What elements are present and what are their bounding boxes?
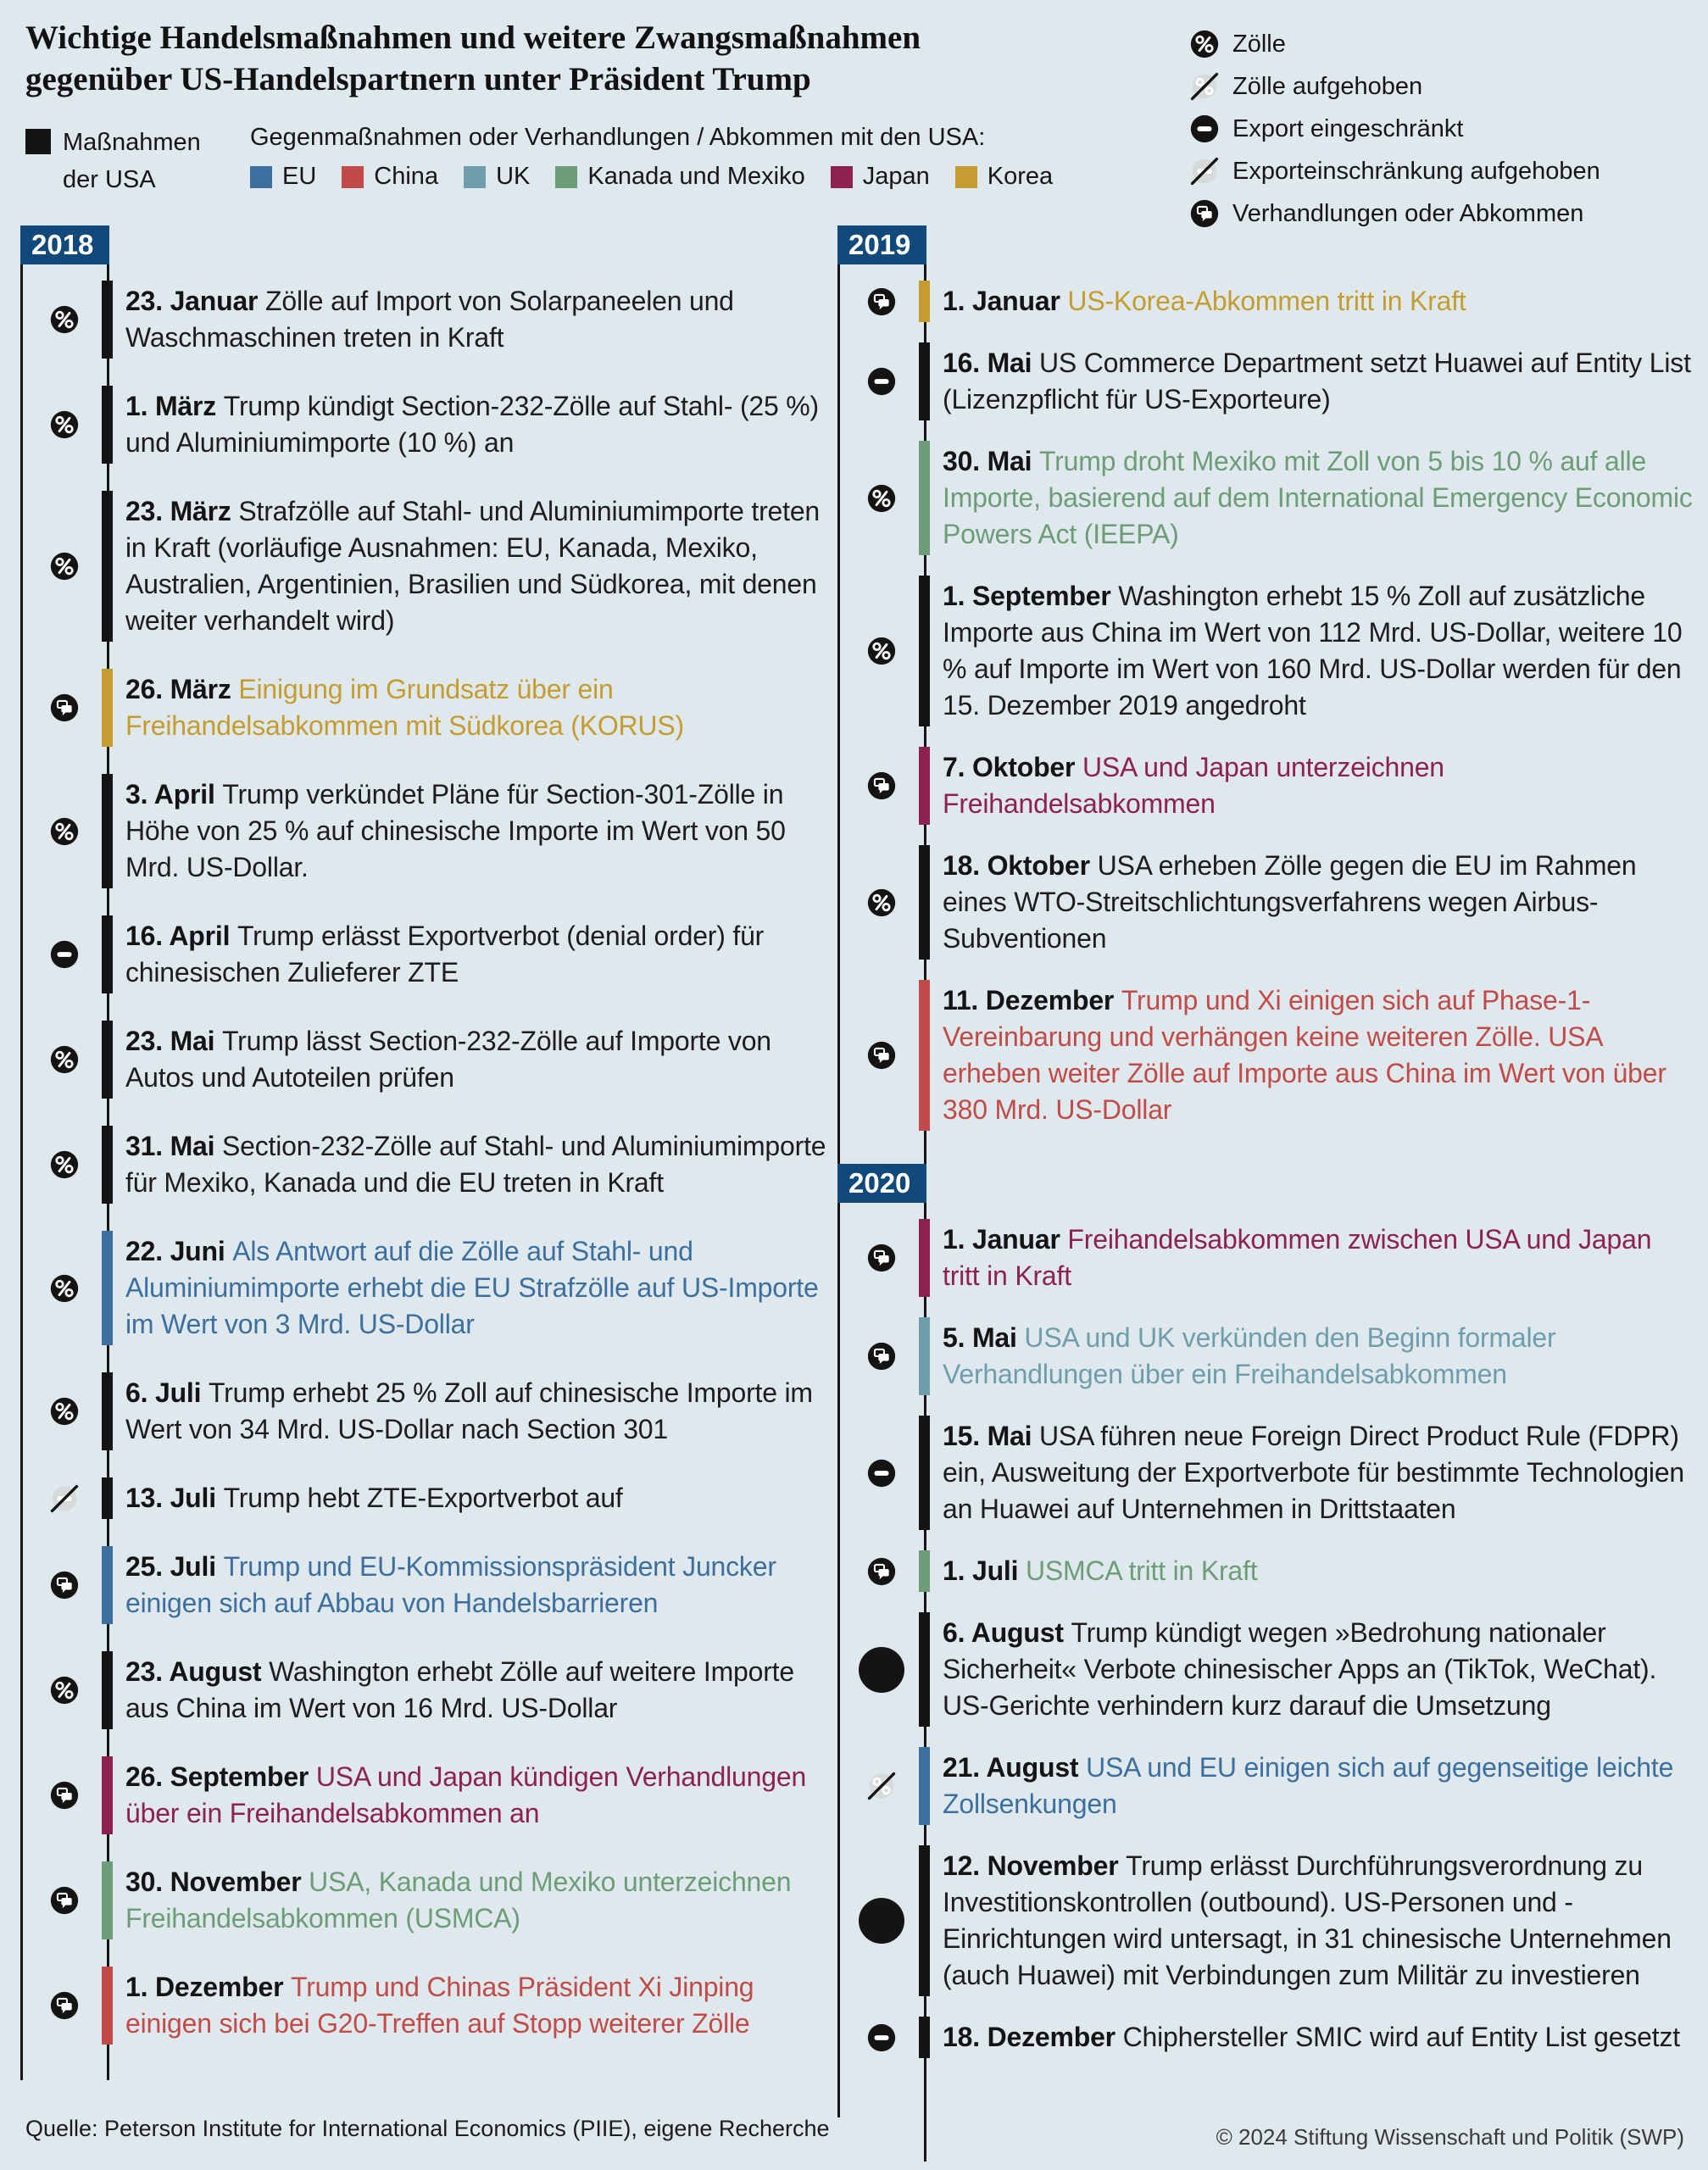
event-description: US Commerce Department setzt Huawei auf Entity List (Lizenzpflicht für US-Exporteure) [943, 348, 1691, 415]
event-date: 1. September [943, 581, 1119, 611]
partner-label: UK [496, 163, 531, 190]
legend-row-tariffs-lifted [1190, 71, 1699, 102]
export-restricted-icon [867, 367, 896, 396]
timeline-event [20, 1864, 831, 1937]
event-text [943, 1553, 1695, 1589]
event-bar-japan [102, 1756, 113, 1834]
tariffs-icon [867, 888, 896, 917]
tariffs-icon [50, 817, 79, 846]
negotiations-icon [50, 1571, 79, 1600]
partner-legend-japan [831, 163, 930, 191]
export-restricted-icon [50, 940, 79, 969]
event-description: Section-232-Zölle auf Stahl- und Aluminiumimporte für Mexiko, Kanada und die EU treten in Kraft [125, 1131, 826, 1198]
legend-row-export-lifted [1190, 156, 1699, 186]
event-text [943, 1320, 1695, 1393]
timeline-event [837, 443, 1695, 553]
event-text [943, 1418, 1695, 1527]
timeline-event [837, 345, 1695, 418]
export-restricted-icon [867, 2023, 896, 2052]
event-date: 30. Mai [943, 446, 1040, 476]
partner-legend-korea [955, 163, 1053, 191]
event-bar-us [919, 845, 930, 960]
event-bar-us [919, 1612, 930, 1727]
event-text [125, 493, 831, 639]
event-bar-us [102, 774, 113, 888]
negotiations-icon [1190, 199, 1219, 228]
event-text [943, 2019, 1695, 2056]
event-date: 25. Juli [125, 1551, 224, 1582]
partner-label: Japan [862, 163, 930, 190]
event-bar-us [102, 1477, 113, 1519]
event-text [125, 1759, 831, 1832]
event-date: 30. November [125, 1867, 309, 1897]
partner-swatch-uk [464, 166, 486, 188]
event-description: Trump verkündet Pläne für Section-301-Zölle in Höhe von 25 % auf chinesische Importe im Wert von 50 Mrd. US-Dollar. [125, 779, 786, 882]
page-title-line2: gegenüber US-Handelspartnern unter Präsident Trump [25, 61, 811, 97]
event-text [943, 283, 1695, 320]
event-text [125, 1480, 831, 1516]
timeline-event [20, 776, 831, 886]
year-flag-2018: 2018 [20, 225, 109, 264]
timeline-event [837, 2019, 1695, 2056]
event-text [125, 776, 831, 886]
event-date: 18. Dezember [943, 2022, 1123, 2052]
export-lifted-icon [1190, 157, 1219, 186]
timeline-event [20, 1375, 831, 1448]
event-description: Trump lässt Section-232-Zölle auf Importe von Autos und Autoteilen prüfen [125, 1026, 771, 1093]
negotiations-icon [867, 1342, 896, 1371]
event-description: Trump und Xi einigen sich auf Phase-1-Vereinbarung und verhängen keine weiteren Zölle. USA erheben weiter Zölle auf Importe aus China im Wert von über 380 Mrd. US-Dollar [943, 985, 1666, 1125]
event-text [943, 1750, 1695, 1822]
timeline-event [20, 918, 831, 991]
export-restricted-icon [1190, 114, 1219, 143]
timeline-event [20, 1480, 831, 1516]
event-text [943, 578, 1695, 724]
us-measures-label-line1: Maßnahmen [63, 129, 201, 156]
event-bar-canada_mexico [102, 1861, 113, 1939]
event-bar-us [102, 281, 113, 359]
event-date: 23. Januar [125, 286, 266, 316]
event-date: 11. Dezember [943, 985, 1121, 1015]
event-bar-us [102, 1126, 113, 1204]
event-description: Trump und EU-Kommissionspräsident Juncker einigen sich auf Abbau von Handelsbarrieren [125, 1551, 776, 1618]
event-bar-china [102, 1967, 113, 2045]
partner-label: EU [282, 163, 317, 190]
event-date: 1. Dezember [125, 1972, 292, 2002]
event-date: 15. Mai [943, 1421, 1040, 1451]
event-date: 6. August [943, 1617, 1071, 1648]
event-description: USA und UK verkünden den Beginn formaler Verhandlungen über ein Freihandelsabkommen [943, 1322, 1556, 1389]
partner-swatch-eu [250, 166, 272, 188]
event-description: Zölle auf Import von Solarpaneelen und Waschmaschinen treten in Kraft [125, 286, 734, 353]
timeline-event [20, 388, 831, 461]
event-date: 21. August [943, 1752, 1087, 1783]
event-text [125, 283, 831, 356]
year-flag-2019: 2019 [837, 225, 926, 264]
event-description: USA und Japan unterzeichnen Freihandelsabkommen [943, 752, 1444, 819]
event-description: Trump kündigt Section-232-Zölle auf Stahl- (25 %) und Aluminiumimporte (10 %) an [125, 391, 820, 458]
timeline-event [837, 1320, 1695, 1393]
timeline-event [837, 749, 1695, 822]
tariffs-icon [867, 637, 896, 665]
timeline-event [837, 982, 1695, 1128]
event-date: 16. Mai [943, 348, 1040, 378]
event-date: 1. Juli [943, 1555, 1026, 1586]
timeline-column-2019-2020 [837, 225, 1695, 2162]
event-description: Trump und Chinas Präsident Xi Jinping einigen sich bei G20-Treffen auf Stopp weiterer Zölle [125, 1972, 754, 2039]
negotiations-icon [867, 771, 896, 800]
partner-label: China [374, 163, 439, 190]
year-flag-2020: 2020 [837, 1164, 926, 1203]
timeline-event [20, 1549, 831, 1622]
counter-measures-heading: Gegenmaßnahmen oder Verhandlungen / Abkommen mit den USA: [250, 124, 986, 151]
legend-row-export-restricted [1190, 114, 1699, 144]
legend-icon-types [1190, 29, 1699, 229]
partner-legend-china [342, 163, 438, 191]
event-text [943, 749, 1695, 822]
event-text [943, 1615, 1695, 1724]
event-date: 26. September [125, 1761, 316, 1792]
event-bar-korea [102, 669, 113, 747]
event-date: 18. Oktober [943, 850, 1098, 881]
event-bar-us [919, 1845, 930, 1996]
legend-label: Zölle aufgehoben [1232, 72, 1423, 100]
event-description: Washington erhebt Zölle auf weitere Importe aus China im Wert von 16 Mrd. US-Dollar [125, 1656, 794, 1723]
legend-label: Exporteinschränkung aufgehoben [1232, 157, 1600, 185]
timeline-event [837, 578, 1695, 724]
event-description: USMCA tritt in Kraft [1026, 1555, 1258, 1586]
event-text [943, 345, 1695, 418]
tariffs-icon [50, 410, 79, 439]
legend-row-negotiations [1190, 198, 1699, 229]
timeline-event [837, 848, 1695, 957]
event-date: 23. Mai [125, 1026, 223, 1056]
us-measures-swatch [25, 129, 51, 154]
partner-swatch-korea [955, 166, 977, 188]
event-description: Trump erhebt 25 % Zoll auf chinesische Importe im Wert von 34 Mrd. US-Dollar nach Section 301 [125, 1377, 813, 1444]
event-date: 1. Januar [943, 286, 1068, 316]
timeline-event [20, 1759, 831, 1832]
partner-label: Korea [987, 163, 1054, 190]
export-restricted-icon [867, 1459, 896, 1488]
event-text [125, 1864, 831, 1937]
tariffs-icon [50, 1676, 79, 1705]
event-description: USA und EU einigen sich auf gegenseitige leichte Zollsenkungen [943, 1752, 1674, 1819]
event-text [125, 1549, 831, 1622]
negotiations-icon [50, 1781, 79, 1810]
negotiations-icon [50, 1991, 79, 2020]
event-text [125, 918, 831, 991]
legend-label: Export eingeschränkt [1232, 114, 1464, 142]
event-description: USA und Japan kündigen Verhandlungen über ein Freihandelsabkommen an [125, 1761, 807, 1828]
event-description: Chiphersteller SMIC wird auf Entity List gesetzt [1122, 2022, 1680, 2052]
event-bar-us [102, 915, 113, 993]
event-bar-us [919, 1416, 930, 1530]
event-description: Als Antwort auf die Zölle auf Stahl- und Aluminiumimporte erhebt die EU Strafzölle auf US-Importe im Wert von 3 Mrd. US-Dollar [125, 1236, 819, 1339]
event-date: 7. Oktober [943, 752, 1082, 782]
event-date: 26. März [125, 674, 239, 704]
event-date: 1. Januar [943, 1224, 1068, 1255]
timeline-event [20, 283, 831, 356]
timeline-event [20, 1969, 831, 2042]
tariffs-icon [50, 1274, 79, 1303]
timeline-column-2018 [20, 225, 831, 2080]
event-description: Trump hebt ZTE-Exportverbot auf [223, 1483, 623, 1513]
event-bar-eu [102, 1546, 113, 1624]
timeline-event [20, 1654, 831, 1727]
negotiations-icon [867, 1041, 896, 1070]
event-bar-eu [102, 1231, 113, 1345]
negotiations-icon [867, 1557, 896, 1586]
event-text [125, 1969, 831, 2042]
event-description: Einigung im Grundsatz über ein Freihandelsabkommen mit Südkorea (KORUS) [125, 674, 684, 741]
negotiations-icon [867, 1244, 896, 1272]
event-text [125, 1375, 831, 1448]
legend-label: Verhandlungen oder Abkommen [1232, 199, 1584, 227]
event-text [125, 1023, 831, 1096]
tariffs-icon [50, 1397, 79, 1426]
timeline-event [20, 1023, 831, 1096]
tariffs-icon [867, 484, 896, 513]
copyright-note: © 2024 Stiftung Wissenschaft und Politik (SWP) [1216, 2124, 1684, 2150]
event-text [125, 388, 831, 461]
event-text [943, 982, 1695, 1128]
event-bar-uk [919, 1317, 930, 1395]
event-description: Strafzölle auf Stahl- und Aluminiumimporte treten in Kraft (vorläufige Ausnahmen: EU, Kanada, Mexiko, Australien, Argentinien, Brasilien und Südkorea, mit denen weiter verhandelt wird) [125, 496, 821, 636]
timeline-event [837, 283, 1695, 320]
timeline-event [837, 1418, 1695, 1527]
event-bar-us [102, 1372, 113, 1450]
event-text [125, 1128, 831, 1201]
partner-swatch-japan [831, 166, 853, 188]
partner-legend-row [250, 163, 1053, 191]
timeline-event [20, 493, 831, 639]
event-bar-us [102, 1021, 113, 1099]
us-measures-label-line2: der USA [63, 166, 156, 193]
event-date: 22. Juni [125, 1236, 233, 1266]
event-bar-canada_mexico [919, 1550, 930, 1592]
event-text [943, 1221, 1695, 1294]
event-date: 23. August [125, 1656, 270, 1687]
timeline-event [837, 1750, 1695, 1822]
partner-legend-uk [464, 163, 530, 191]
event-text [943, 443, 1695, 553]
event-date: 12. November [943, 1850, 1127, 1881]
source-note: Quelle: Peterson Institute for International Economics (PIIE), eigene Recherche [25, 2116, 830, 2141]
event-bar-us [102, 386, 113, 464]
timeline-event [20, 1233, 831, 1343]
legend-row-tariffs [1190, 29, 1699, 59]
event-text [125, 671, 831, 744]
event-date: 31. Mai [125, 1131, 223, 1161]
tariffs-icon [1190, 30, 1219, 58]
event-date: 6. Juli [125, 1377, 209, 1408]
event-description: Washington erhebt 15 % Zoll auf zusätzliche Importe aus China im Wert von 112 Mrd. US-Dollar, weitere 10 % auf Importe im Wert von 160 Mrd. US-Dollar werden für den 15. Dezember 2019 angedroht [943, 581, 1683, 721]
partner-legend-eu [250, 163, 316, 191]
event-description: Trump erlässt Durchführungsverordnung zu Investitionskontrollen (outbound). US-Personen und -Einrichtungen wird untersagt, in 31 chinesische Unternehmen (auch Huawei) mit Verbindungen zum Militär zu investieren [943, 1850, 1672, 1990]
event-bar-japan [919, 1219, 930, 1297]
partner-legend-canada_mexico [555, 163, 804, 191]
us-measures-label [63, 124, 201, 198]
negotiations-icon [867, 287, 896, 316]
event-description: Trump kündigt wegen »Bedrohung nationaler Sicherheit« Verbote chinesischer Apps an (TikTok, WeChat). US-Gerichte verhindern kurz darauf die Umsetzung [943, 1617, 1657, 1721]
timeline-event [837, 1848, 1695, 1994]
timeline-event [837, 1615, 1695, 1724]
event-bar-us [919, 576, 930, 726]
event-text [125, 1233, 831, 1343]
event-bar-china [919, 980, 930, 1131]
event-bar-eu [919, 1747, 930, 1825]
partner-swatch-china [342, 166, 364, 188]
event-bar-canada_mexico [919, 441, 930, 555]
legend-label: Zölle [1232, 30, 1286, 58]
event-bar-japan [919, 747, 930, 825]
timeline-event [20, 671, 831, 744]
event-date: 13. Juli [125, 1483, 224, 1513]
event-description: Trump erlässt Exportverbot (denial order) für chinesischen Zulieferer ZTE [125, 921, 765, 988]
event-description: Freihandelsabkommen zwischen USA und Japan tritt in Kraft [943, 1224, 1652, 1291]
tariffs-lifted-icon [867, 1772, 896, 1800]
tariffs-icon [50, 552, 79, 581]
timeline-event [20, 1128, 831, 1201]
negotiations-icon [50, 693, 79, 722]
event-text [943, 848, 1695, 957]
tariffs-icon [50, 1150, 79, 1179]
event-date: 16. April [125, 921, 237, 951]
tariffs-lifted-icon [1190, 72, 1219, 101]
timeline-event [837, 1553, 1695, 1589]
export-lifted-icon [50, 1484, 79, 1513]
tariffs-icon [50, 1045, 79, 1074]
page-title [25, 17, 1161, 100]
event-date: 3. April [125, 779, 223, 810]
event-description: US-Korea-Abkommen tritt in Kraft [1067, 286, 1466, 316]
event-bar-us [919, 342, 930, 420]
page-title-line1: Wichtige Handelsmaßnahmen und weitere Zwangsmaßnahmen [25, 19, 921, 56]
partner-swatch-canada_mexico [555, 166, 577, 188]
event-description: USA, Kanada und Mexiko unterzeichnen Freihandelsabkommen (USMCA) [125, 1867, 792, 1934]
event-description: Trump droht Mexiko mit Zoll von 5 bis 10 % auf alle Importe, basierend auf dem International Emergency Economic Powers Act (IEEPA) [943, 446, 1693, 549]
timeline-event [837, 1221, 1695, 1294]
event-text [943, 1848, 1695, 1994]
event-bar-korea [919, 281, 930, 322]
ban-icon [858, 1897, 905, 1945]
negotiations-icon [50, 1886, 79, 1915]
tariffs-icon [50, 305, 79, 334]
event-bar-us [102, 1651, 113, 1729]
ban-icon [858, 1646, 905, 1694]
event-date: 1. März [125, 391, 224, 421]
event-bar-us [102, 491, 113, 642]
event-text [125, 1654, 831, 1727]
event-description: USA führen neue Foreign Direct Product Rule (FDPR) ein, Ausweitung der Exportverbote für bestimmte Technologien an Huawei auf Unternehmen in Drittstaaten [943, 1421, 1685, 1524]
event-bar-us [919, 2017, 930, 2058]
event-description: USA erheben Zölle gegen die EU im Rahmen eines WTO-Streitschlichtungsverfahrens wegen Airbus-Subventionen [943, 850, 1637, 954]
event-date: 5. Mai [943, 1322, 1025, 1353]
partner-label: Kanada und Mexiko [587, 163, 805, 190]
event-date: 23. März [125, 496, 239, 526]
